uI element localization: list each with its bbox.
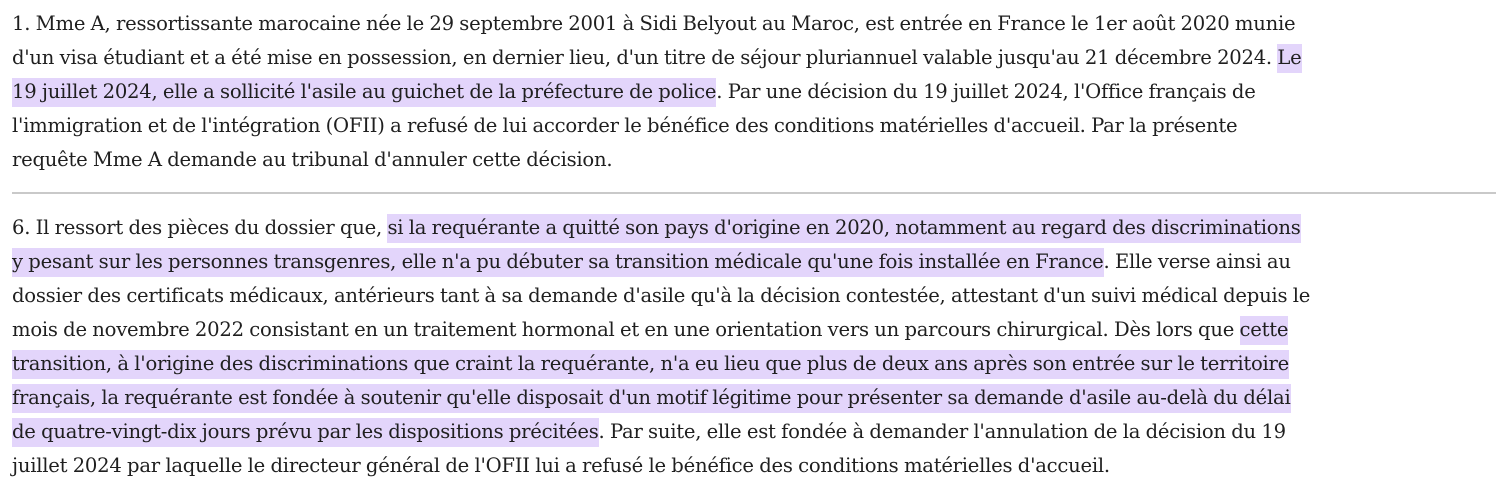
highlighted-text: Le [1277, 44, 1301, 73]
text-segment: requête Mme A demande au tribunal d'annuler cette décision. [12, 148, 613, 171]
text-segment: . Elle verse ainsi au [1103, 250, 1291, 273]
paragraph-1-line [12, 143, 1504, 177]
paragraph-6-line [12, 211, 1504, 245]
text-segment: 1. Mme A, ressortissante marocaine née le 29 septembre 2001 à Sidi Belyout au Maroc, est entrée en France le 1er août 2020 munie [12, 12, 1296, 35]
highlighted-text: français, la requérante est fondée à soutenir qu'elle disposait d'un motif légitime pour présenter sa demande d'asile au-delà du délai [12, 384, 1291, 413]
text-segment: d'un visa étudiant et a été mise en possession, en dernier lieu, d'un titre de séjour pluriannuel valable jusqu'au 21 décembre 2024. [12, 46, 1278, 69]
highlighted-text: si la requérante a quitté son pays d'origine en 2020, notamment au regard des discriminations [387, 214, 1300, 243]
text-segment: 6. Il ressort des pièces du dossier que, [12, 216, 388, 239]
paragraph-6-line [12, 347, 1504, 381]
highlighted-text: 19 juillet 2024, elle a sollicité l'asile au guichet de la préfecture de police [12, 78, 716, 107]
paragraph-6-line [12, 415, 1504, 449]
text-segment: . Par une décision du 19 juillet 2024, l'Office français de [716, 80, 1256, 103]
highlighted-text: de quatre-vingt-dix jours prévu par les dispositions précitées [12, 418, 599, 447]
paragraph-1-line [12, 7, 1504, 41]
text-segment: dossier des certificats médicaux, antérieurs tant à sa demande d'asile qu'à la décision contestée, attestant d'un suivi médical depuis le [12, 284, 1311, 307]
paragraph-1-line [12, 75, 1504, 109]
highlighted-text: transition, à l'origine des discriminations que craint la requérante, n'a eu lieu que plus de deux ans après son entrée sur le territoire [12, 350, 1289, 379]
paragraph-1-line [12, 41, 1504, 75]
paragraph-1-line [12, 109, 1504, 143]
paragraph-1 [12, 7, 1504, 177]
highlighted-text: cette [1240, 316, 1289, 345]
paragraph-6-line [12, 245, 1504, 279]
paragraph-6-line [12, 313, 1504, 347]
paragraph-6 [12, 211, 1504, 483]
text-segment: mois de novembre 2022 consistant en un traitement hormonal et en une orientation vers un parcours chirurgical. Dès lors que [12, 318, 1240, 341]
text-segment: . Par suite, elle est fondée à demander l'annulation de la décision du 19 [598, 420, 1286, 443]
paragraph-6-line [12, 279, 1504, 313]
paragraph-6-line [12, 381, 1504, 415]
text-segment: juillet 2024 par laquelle le directeur général de l'OFII lui a refusé le bénéfice des conditions matérielles d'accueil. [12, 454, 1110, 477]
section-divider [12, 192, 1496, 194]
text-segment: l'immigration et de l'intégration (OFII) a refusé de lui accorder le bénéfice des conditions matérielles d'accueil. Par la présente [12, 114, 1238, 137]
highlighted-text: y pesant sur les personnes transgenres, elle n'a pu débuter sa transition médicale qu'une fois installée en France [12, 248, 1104, 277]
paragraph-6-line [12, 449, 1504, 483]
